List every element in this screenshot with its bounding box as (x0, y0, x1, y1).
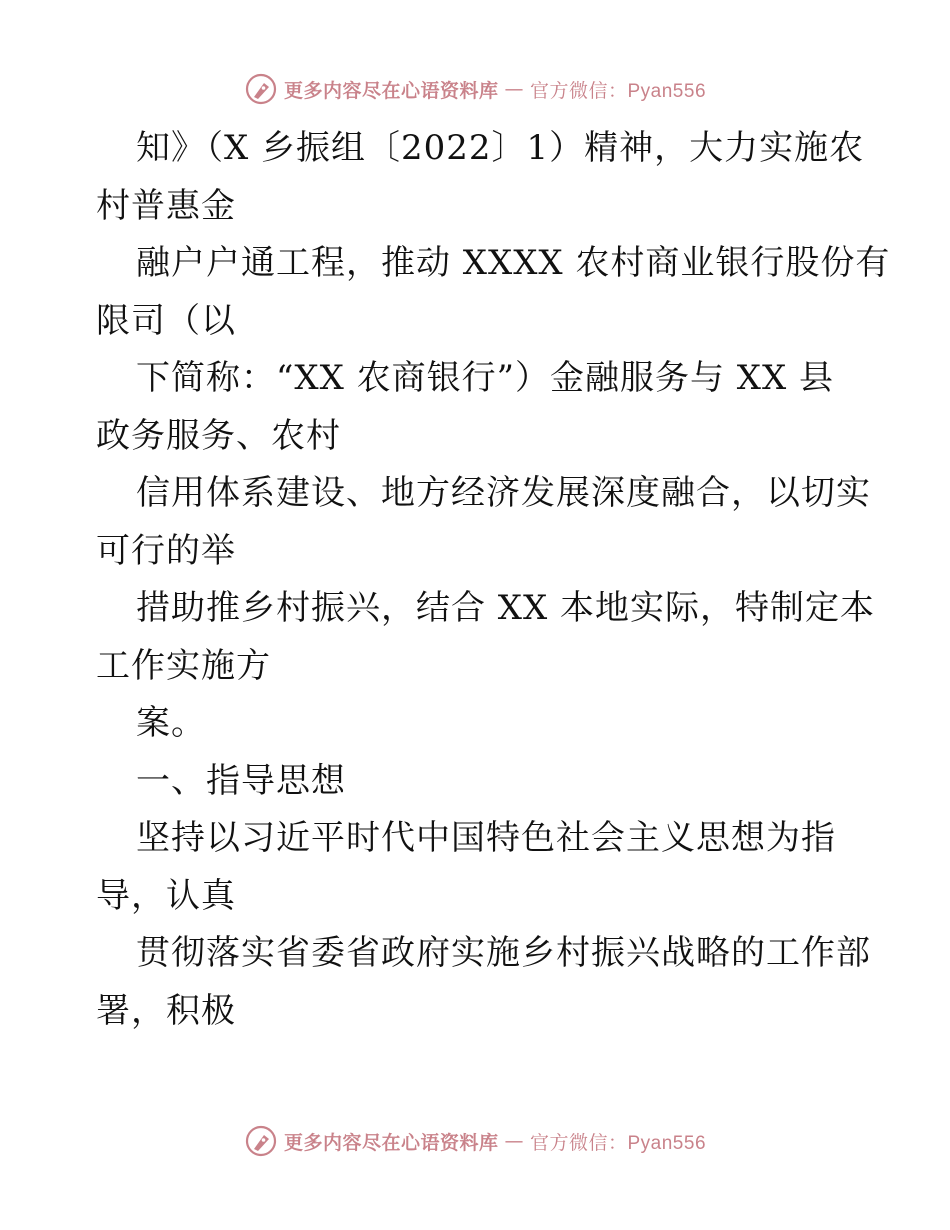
text-line: 政务服务、农村 (96, 415, 341, 456)
text-line: 信用体系建设、地方经济发展深度融合，以切实 (136, 473, 871, 513)
text-line: 案。 (136, 703, 206, 743)
watermark-text: 更多内容尽在心语资料库 (283, 1131, 499, 1154)
text-line: 融户户通工程，推动 XXXX 农村商业银行股份有 (136, 243, 891, 283)
text-line: 贯彻落实省委省政府实施乡村振兴战略的工作部 (136, 933, 871, 973)
section-heading: 一、指导思想 (136, 760, 346, 801)
text-line: 可行的举 (96, 530, 236, 571)
text-line: 措助推乡村振兴，结合 XX 本地实际，特制定本 (136, 588, 876, 628)
text-line: 下简称：“XX 农商银行”）金融服务与 XX 县 (136, 358, 835, 398)
header-watermark (0, 72, 950, 106)
text-line: 署，积极 (96, 990, 236, 1031)
text-line: 坚持以习近平时代中国特色社会主义思想为指 (136, 818, 836, 858)
pen-nib-logo-icon (244, 72, 278, 106)
watermark-dash: — (504, 78, 524, 100)
pen-nib-logo-icon (244, 1124, 278, 1158)
watermark-dash: — (504, 1130, 524, 1152)
text-line: 工作实施方 (96, 645, 271, 686)
watermark-wechat: 官方微信：Pyan556 (530, 1132, 707, 1154)
watermark-wechat: 官方微信：Pyan556 (530, 80, 707, 102)
text-line: 限司（以 (96, 300, 236, 341)
footer-watermark (0, 1124, 950, 1158)
text-line: 知》（X 乡振组〔2022〕1）精神，大力实施农 (136, 128, 865, 168)
document-body (96, 120, 891, 1040)
text-line: 导，认真 (96, 875, 236, 916)
text-line: 村普惠金 (96, 185, 236, 226)
watermark-text: 更多内容尽在心语资料库 (283, 79, 499, 102)
